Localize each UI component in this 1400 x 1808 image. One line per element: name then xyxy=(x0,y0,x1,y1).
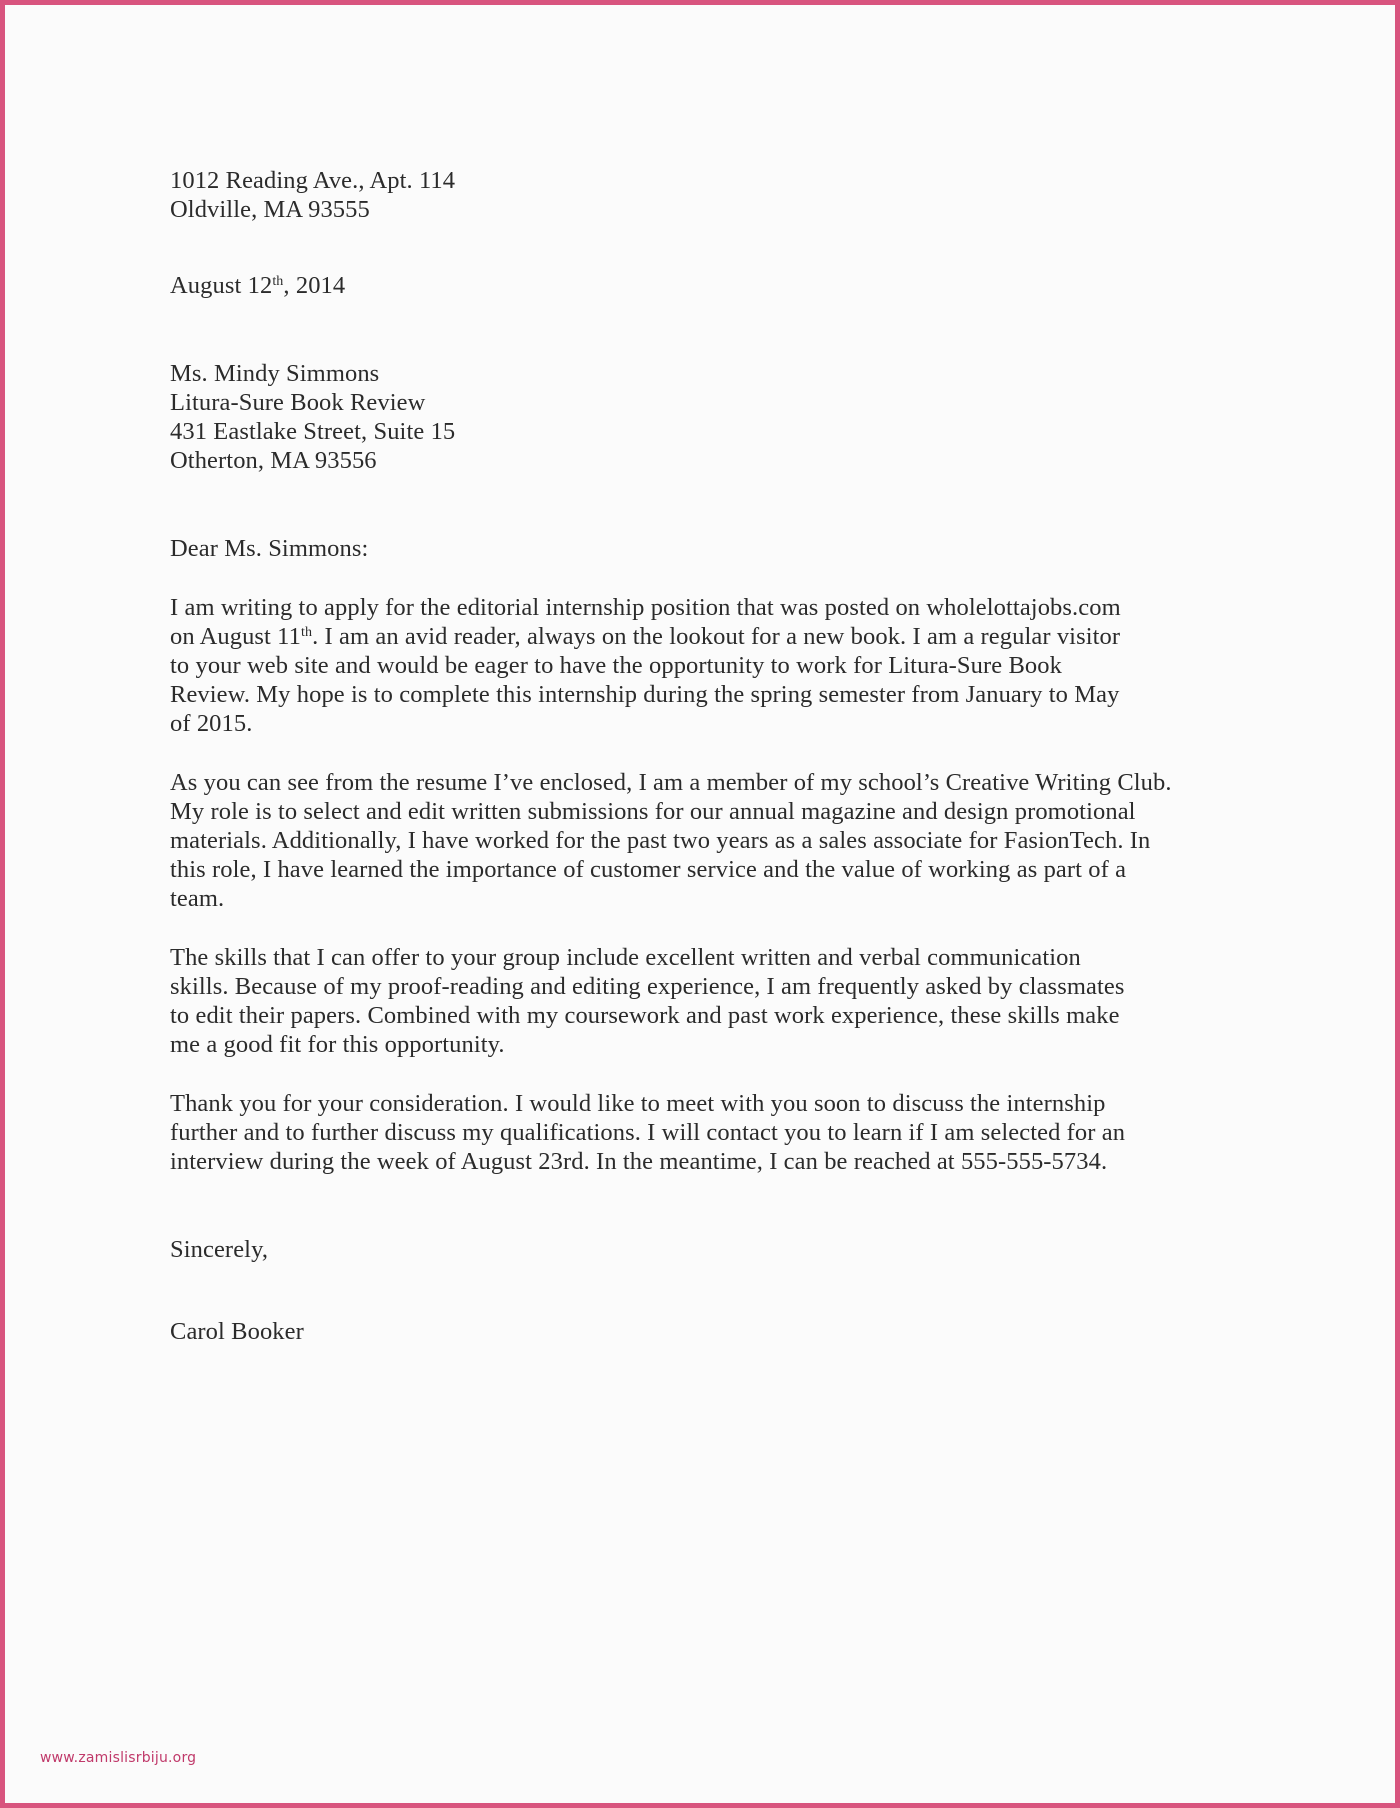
paragraph-line: Review. My hope is to complete this internship during the spring semester from January to May xyxy=(170,681,1120,708)
letter-date xyxy=(170,271,1230,300)
recipient-street: 431 Eastlake Street, Suite 15 xyxy=(170,418,456,445)
sender-address xyxy=(170,166,1230,224)
paragraph-line: skills. Because of my proof-reading and editing experience, I am frequently asked by classmates xyxy=(170,973,1125,1000)
paragraph-line: Thank you for your consideration. I would like to meet with you soon to discuss the internship xyxy=(170,1090,1106,1117)
paragraph-line: The skills that I can offer to your group include excellent written and verbal communication xyxy=(170,944,1081,971)
recipient-name: Ms. Mindy Simmons xyxy=(170,360,380,387)
paragraph-line: to edit their papers. Combined with my coursework and past work experience, these skills make xyxy=(170,1002,1120,1029)
recipient-address xyxy=(170,359,1230,475)
signature xyxy=(170,1317,1230,1346)
date-prefix: August 12 xyxy=(170,272,273,299)
sender-city: Oldville, MA 93555 xyxy=(170,196,370,223)
date-ordinal: th xyxy=(272,274,284,289)
paragraph-line: of 2015. xyxy=(170,710,253,737)
letter-body xyxy=(170,166,1230,1346)
paragraph-line: My role is to select and edit written submissions for our annual magazine and design promotional xyxy=(170,798,1136,825)
watermark-url: www.zamislisrbiju.org xyxy=(40,1750,197,1766)
recipient-city: Otherton, MA 93556 xyxy=(170,447,377,474)
paragraph-line: further and to further discuss my qualifications. I will contact you to learn if I am selected for an xyxy=(170,1119,1126,1146)
closing-text: Sincerely, xyxy=(170,1236,269,1263)
recipient-company: Litura-Sure Book Review xyxy=(170,389,426,416)
paragraph-line: this role, I have learned the importance of customer service and the value of working as part of a xyxy=(170,856,1127,883)
signature-name: Carol Booker xyxy=(170,1318,304,1345)
paragraph-line: on August 11 xyxy=(170,623,301,650)
paragraph-line: team. xyxy=(170,885,225,912)
paragraph-2 xyxy=(170,768,1230,913)
ordinal-suffix: th xyxy=(300,625,313,640)
paragraph-1 xyxy=(170,593,1230,738)
paragraph-3 xyxy=(170,943,1230,1059)
sender-street: 1012 Reading Ave., Apt. 114 xyxy=(170,167,456,194)
paragraph-line: me a good fit for this opportunity. xyxy=(170,1031,505,1058)
paragraph-line: . I am an avid reader, always on the lookout for a new book. I am a regular visitor xyxy=(312,623,1121,650)
paragraph-line: to your web site and would be eager to have the opportunity to work for Litura-Sure Book xyxy=(170,652,1062,679)
paragraph-4 xyxy=(170,1089,1230,1176)
paragraph-line: materials. Additionally, I have worked for the past two years as a sales associate for FasionTech. In xyxy=(170,827,1151,854)
paragraph-line: As you can see from the resume I’ve enclosed, I am a member of my school’s Creative Writing Club. xyxy=(170,769,1172,796)
closing xyxy=(170,1235,1230,1264)
salutation xyxy=(170,534,1230,563)
paragraph-line: interview during the week of August 23rd. In the meantime, I can be reached at 555-555-5734. xyxy=(170,1148,1108,1175)
salutation-text: Dear Ms. Simmons: xyxy=(170,535,369,562)
paragraph-line: I am writing to apply for the editorial internship position that was posted on wholelottajobs.com xyxy=(170,594,1121,621)
date-suffix: , 2014 xyxy=(283,272,346,299)
